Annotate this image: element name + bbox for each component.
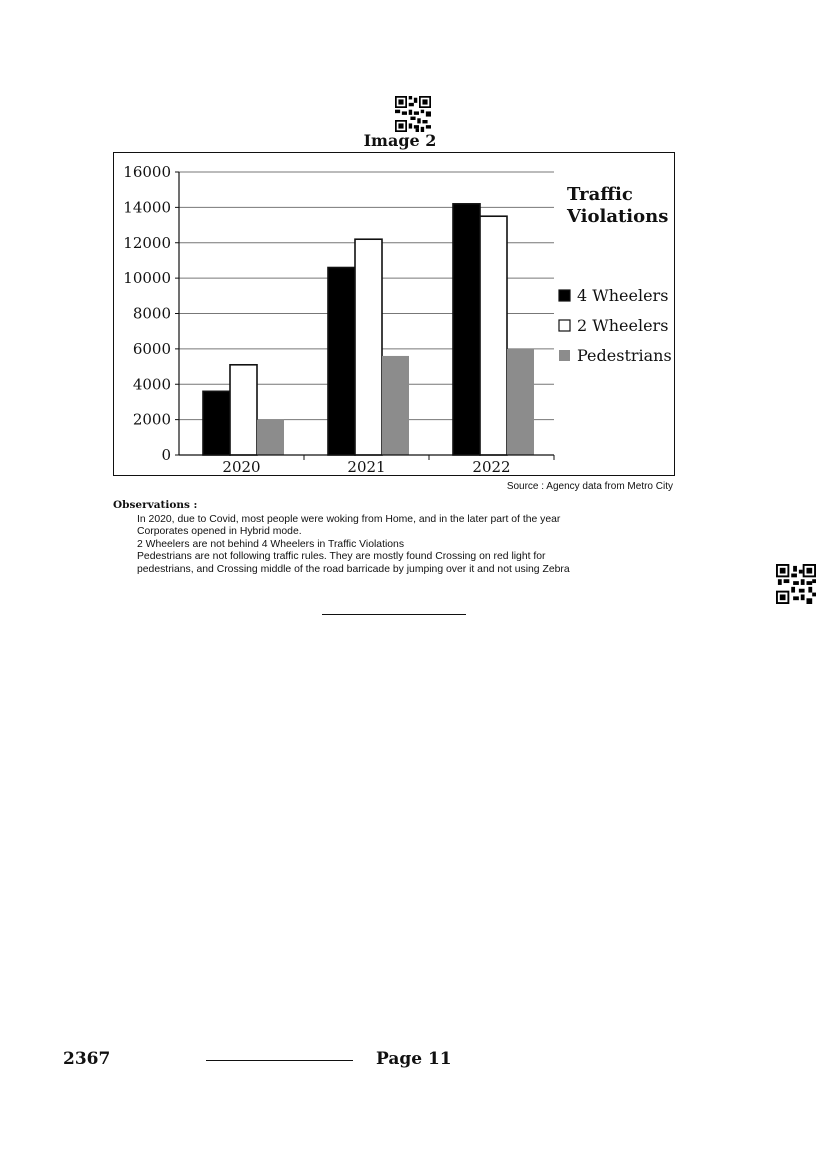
bar xyxy=(257,420,284,455)
legend-label: 4 Wheelers xyxy=(577,286,669,305)
section-divider xyxy=(322,614,466,615)
y-tick-label: 0 xyxy=(161,446,171,464)
footer-divider xyxy=(206,1060,353,1061)
chart-title: Traffic xyxy=(567,184,633,205)
paper-code: 2367 xyxy=(63,1049,111,1069)
bar xyxy=(230,365,257,455)
y-tick-label: 8000 xyxy=(132,304,171,323)
traffic-violations-chart xyxy=(113,152,675,478)
bar xyxy=(328,268,355,455)
y-tick-label: 4000 xyxy=(132,375,171,394)
legend-label: Pedestrians xyxy=(577,346,672,365)
legend-label: 2 Wheelers xyxy=(577,316,669,335)
y-tick-label: 16000 xyxy=(123,163,171,181)
observation-line: Corporates opened in Hybrid mode. xyxy=(137,526,302,538)
bar xyxy=(507,349,534,455)
bar xyxy=(382,356,409,455)
y-tick-label: 10000 xyxy=(123,269,171,288)
observations-list xyxy=(137,514,697,576)
y-tick-label: 6000 xyxy=(132,339,171,358)
page-number: Page 11 xyxy=(376,1049,452,1069)
image-title: Image 2 xyxy=(363,131,437,150)
chart-title: Violations xyxy=(567,206,669,227)
observation-line: Pedestrians are not following traffic rules. They are mostly found Crossing on red light for xyxy=(137,551,546,563)
qr-code-icon xyxy=(776,564,816,604)
bar xyxy=(203,391,230,455)
y-tick-label: 12000 xyxy=(123,233,171,252)
legend-swatch xyxy=(559,320,570,331)
bar xyxy=(355,239,382,455)
qr-code-icon xyxy=(394,96,432,132)
observation-line: pedestrians, and Crossing middle of the road barricade by jumping over it and not using Zebra xyxy=(137,563,570,575)
y-tick-label: 2000 xyxy=(132,410,171,429)
observation-line: In 2020, due to Covid, most people were woking from Home, and in the later part of the year xyxy=(137,514,561,525)
x-tick-label: 2022 xyxy=(472,458,511,476)
observation-line: 2 Wheelers are not behind 4 Wheelers in Traffic Violations xyxy=(137,538,405,550)
chart-source: Source : Agency data from Metro City xyxy=(506,481,673,492)
x-tick-label: 2020 xyxy=(222,458,261,476)
bar xyxy=(453,204,480,455)
observations-heading: Observations : xyxy=(113,499,198,511)
bar xyxy=(480,216,507,455)
y-tick-label: 14000 xyxy=(123,198,171,217)
legend-swatch xyxy=(559,290,570,301)
legend-swatch xyxy=(559,350,570,361)
x-tick-label: 2021 xyxy=(347,458,386,476)
